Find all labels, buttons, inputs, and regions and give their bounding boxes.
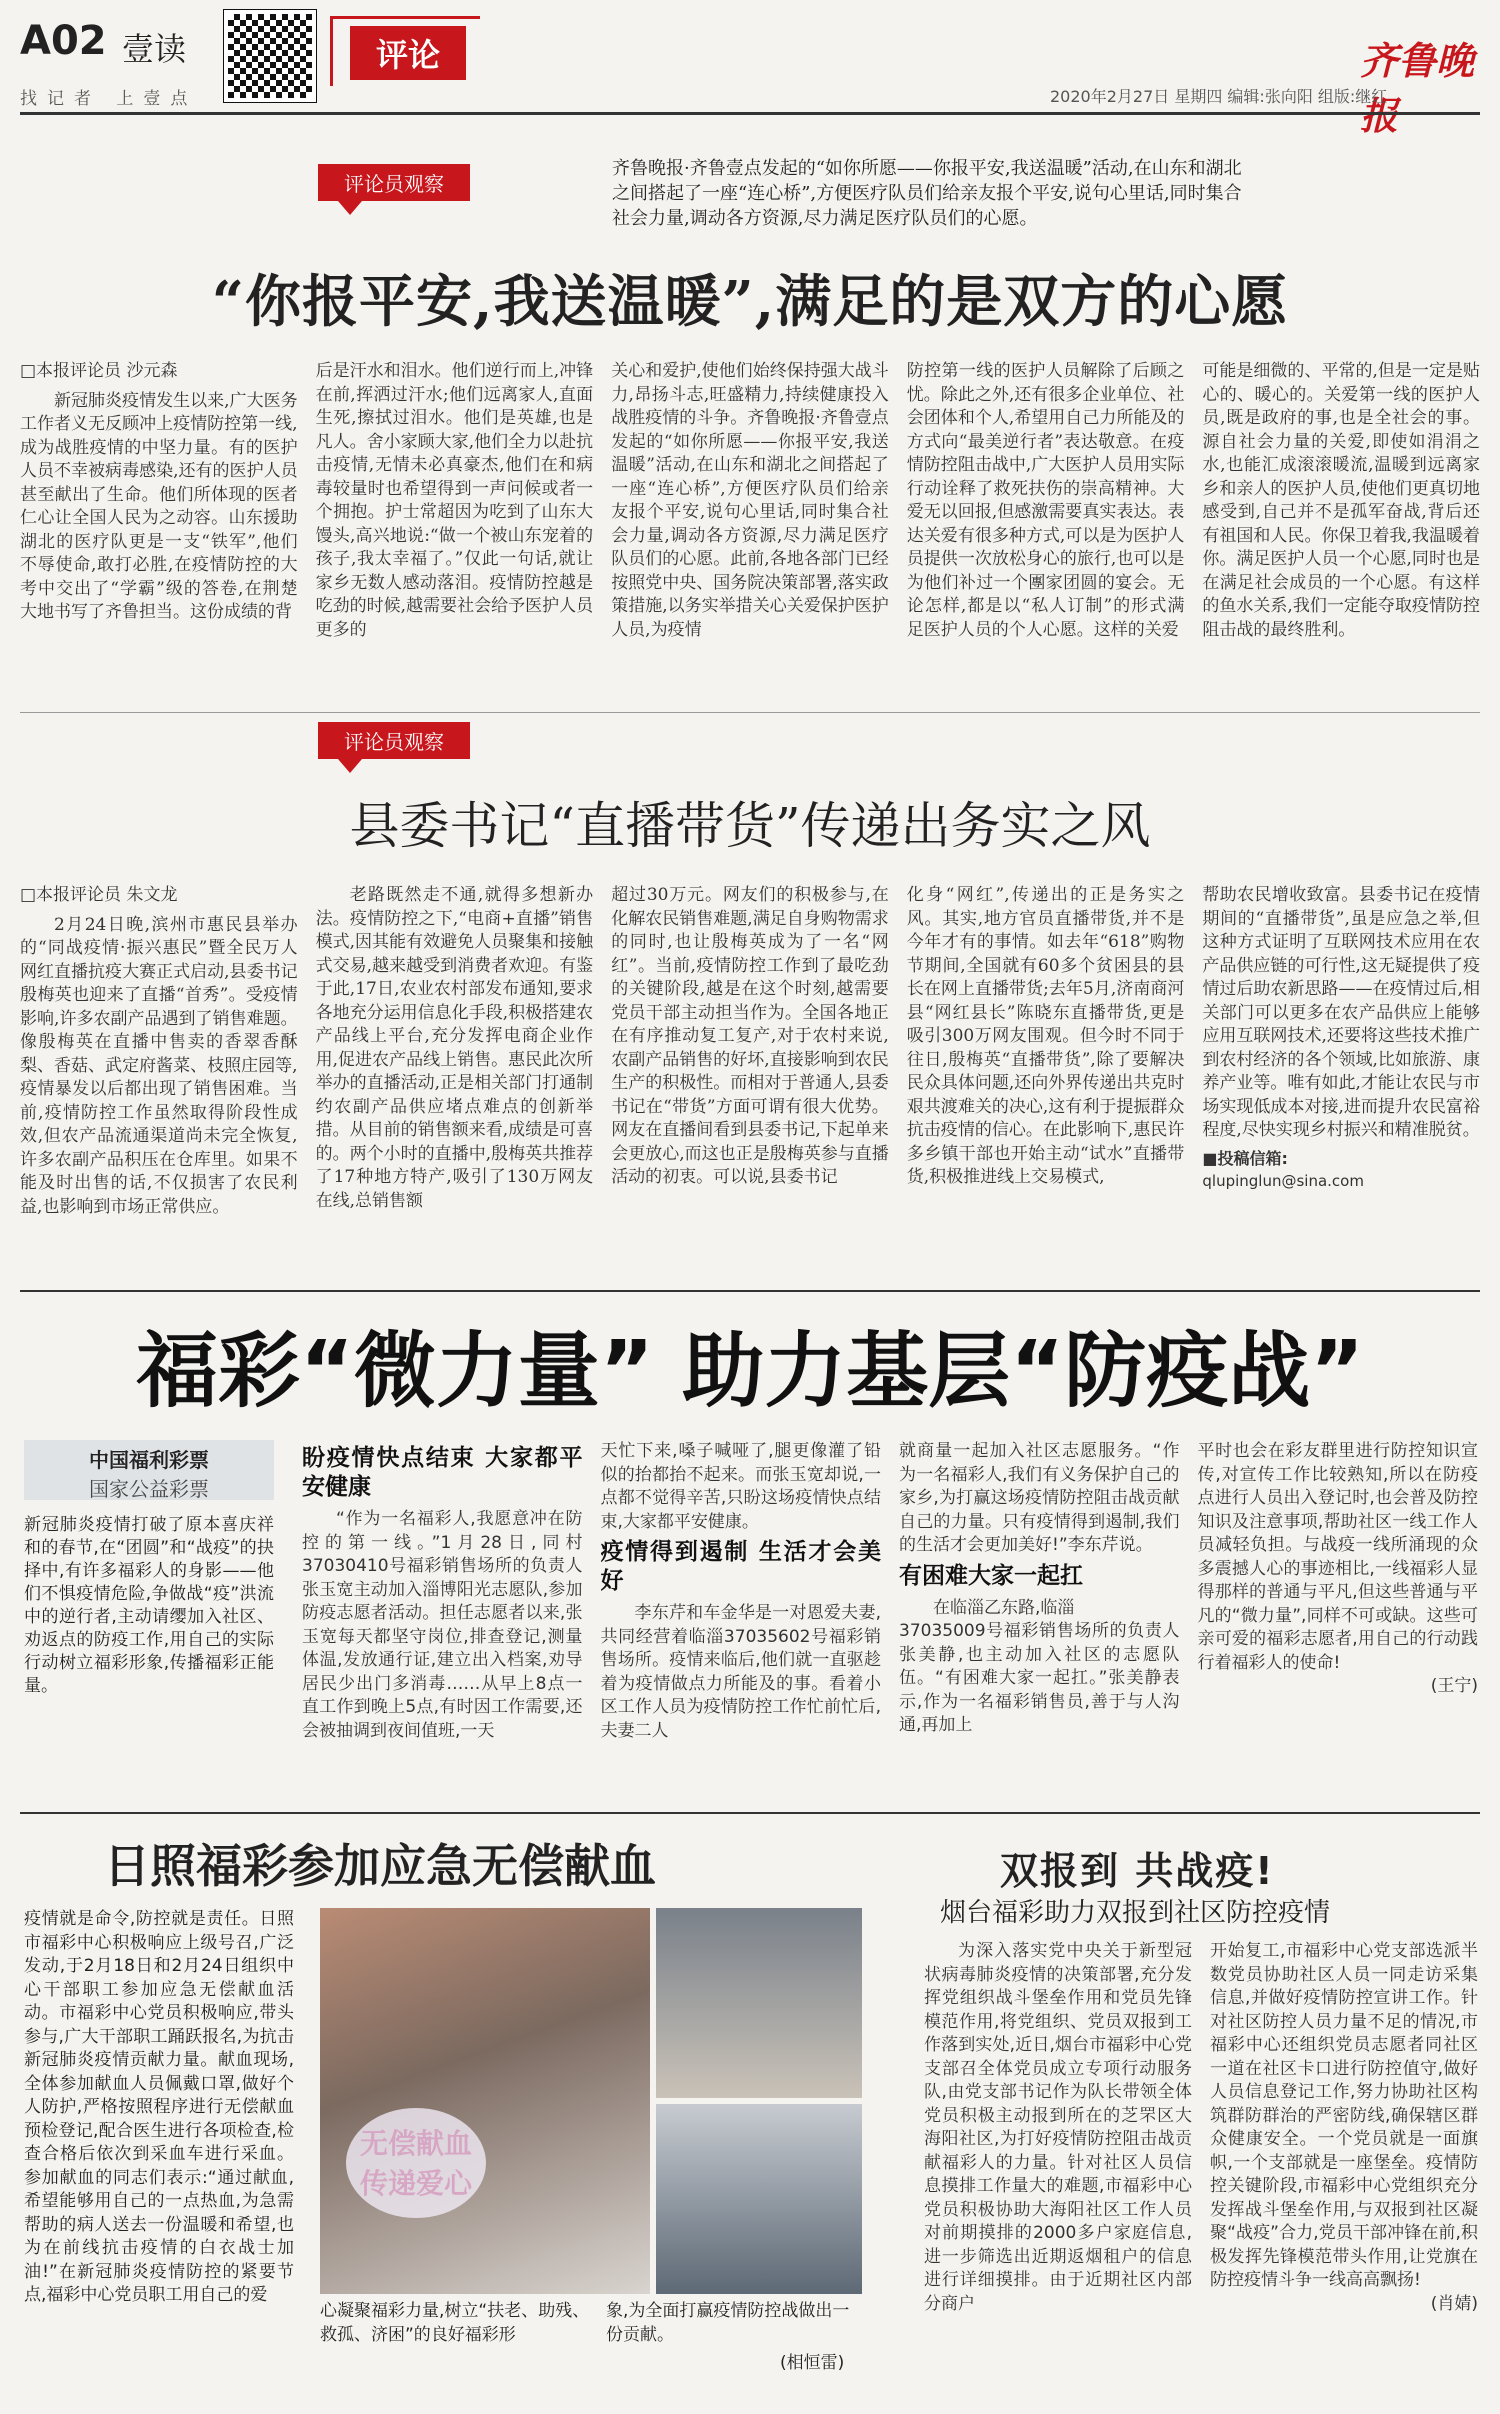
a2-contact-label: ■投稿信箱: — [1202, 1148, 1288, 1168]
section-name: 壹读 — [122, 30, 187, 68]
photo-text-2: 传递爱心 — [359, 2167, 472, 2200]
photo-text-1: 无偿献血 — [359, 2127, 472, 2160]
blood-donation-photo-2 — [656, 1908, 862, 2098]
a3-logo-line2: 国家公益彩票 — [89, 1477, 209, 1501]
newspaper-logo: 齐鲁晚报 — [1360, 38, 1475, 138]
column-label: 评论 — [350, 26, 466, 80]
a5-col2: 开始复工,市福彩中心党支部选派半数党员协助社区人员一同走访采集信息,并做好疫情防控宣讲工作。针对社区防控人员力量不足的情况,市福彩中心还组织党员志愿者同社区一道在社区卡口进行防控值守,做好人员信息登记工作,努力协助社区构筑群防群治的严密防线,确保辖区群众健康安全。一个党员就是一面旗帜,一个支部就是一座堡垒。疫情防控关键阶段,市福彩中心党组织充分发挥战斗堡垒作用,与双报到社区凝聚“战疫”合力,党员干部冲锋在前,积极发挥先锋模范带头作用,让党旗在防控疫情斗争一线高高飘扬! — [1210, 1941, 1478, 2290]
a1-col1: 新冠肺炎疫情发生以来,广大医务工作者义无反顾冲上疫情防控第一线,成为战胜疫情的中坚力量。有的医护人员不幸被病毒感染,还有的医护人员甚至献出了生命。他们所体现的医者仁心让全国人民为之动容。山东援助湖北的医疗队更是一支“铁军”,他们不辱使命,敢打必胜,在疫情防控的大考中交出了“学霸”级的答卷,在荆楚大地书写了齐鲁担当。这份成绩的背 — [20, 390, 298, 622]
a4-signature: (相恒雷) — [780, 2353, 845, 2373]
a2-col5: 帮助农民增收致富。县委书记在疫情期间的“直播带货”,虽是应急之举,但这种方式证明了互联网技术应用在农产品供应链的可行性,这无疑提供了疫情过后助农新思路——在疫情过后,相关部门可以更多在农产品供应上能够应用互联网技术,还要将这些技术推广到农村经济的各个领域,比如旅游、康养产业等。唯有如此,才能让农民与市场实现低成本对接,进而提升农民富裕程度,尽快实现乡村振兴和精准脱贫。 — [1202, 885, 1480, 1140]
blood-donation-photo-1 — [320, 1908, 650, 2294]
a1-title: “你报平安,我送温暖”,满足的是双方的心愿 — [211, 269, 1289, 335]
a2-tag: 评论员观察 — [318, 722, 470, 773]
a3-signature: (王宁) — [1430, 1676, 1478, 1696]
a2-contact-email: qlupinglun@sina.com — [1202, 1172, 1364, 1190]
a1-col4: 防控第一线的医护人员解除了后顾之忧。除此之外,还有很多企业单位、社会团体和个人,希望用自己力所能及的方式向“最美逆行者”表达敬意。在疫情防控阻击战中,广大医护人员用实际行动诠释了救死扶伤的崇高精神。大爱无以回报,但感激需要真实表达。表达关爱有很多种方式,可以是为医护人员提供一次放松身心的旅行,也可以是为他们补过一个團家团圆的宴会。无论怎样,都是以“私人订制”的形式满足医护人员的个人心愿。这样的关爱 — [906, 361, 1185, 640]
a1-col3: 关心和爱护,使他们始终保持强大战斗力,昂扬斗志,旺盛精力,持续健康投入战胜疫情的斗争。齐鲁晚报·齐鲁壹点发起的“如你所愿——你报平安,我送温暖”活动,在山东和湖北之间搭起了一座“连心桥”,方便医疗队员们给亲友报个平安,说句心里话,同时集合社会力量,调动各方资源,尽力满足医疗队员们的心愿。此前,各地各部门已经按照党中央、国务院决策部署,落实政策措施,以务实举措关心关爱保护医护人员,为疫情 — [611, 361, 889, 640]
slogan: 找记者 上壹点 — [20, 89, 198, 109]
blood-donation-photo-3 — [656, 2104, 862, 2294]
a3-logo-box — [24, 1440, 274, 1500]
a2-title: 县委书记“直播带货”传递出务实之风 — [349, 797, 1151, 855]
a3-col4b: 37035009号福彩销售场所的负责人张美静,也主动加入社区的志愿队伍。“有困难大家一起扛。”张美静表示,作为一名福彩销售员,善于与人沟通,再加上 — [899, 1621, 1180, 1735]
a5-subtitle: 烟台福彩助力双报到社区防控疫情 — [940, 1898, 1331, 1928]
a3-col4a: 就商量一起加入社区志愿服务。“作为一名福彩人,我们有义务保护自己的家乡,为打赢这场疫情防控阻击战贡献自己的力量。只有疫情得到遏制,我们的生活才会更加美好!”李东芹说。 — [899, 1441, 1180, 1555]
a5-body — [924, 1940, 1478, 2396]
a4-caption-1: 心凝聚福彩力量,树立“扶老、助残、救孤、济困”的良好福彩形 — [320, 2301, 590, 2345]
a2-rule — [20, 1290, 1480, 1292]
a3-subhead-1: 盼疫情快点结束 大家都平安健康 — [302, 1445, 583, 1500]
a1-tag: 评论员观察 — [318, 164, 470, 215]
a1-body — [20, 360, 1480, 696]
a3-subhead-3: 有困难大家一起扛 — [899, 1562, 1083, 1589]
a3-title: 福彩“微力量” 助力基层“防疫战” — [135, 1324, 1365, 1419]
qr-code-icon — [224, 10, 316, 102]
a5-title: 双报到 共战疫! — [1000, 1849, 1275, 1893]
a5-col1: 为深入落实党中央关于新型冠状病毒肺炎疫情的决策部署,充分发挥党组织战斗堡垒作用和党员先锋模范作用,将党组织、党员双报到工作落到实处,近日,烟台市福彩中心党支部召全体党员成立专项行动服务队,由党支部书记作为队长带领全体党员积极主动报到所在的芝罘区大海阳社区,为打好疫情防控阻击战贡献福彩人的力量。针对社区人员信息摸排工作量大的难题,市福彩中心党员积极协助大海阳社区工作人员对前期摸排的2000多户家庭信息,进一步筛选出近期返烟租户的信息进行详细摸排。由于近期社区内部分商户 — [924, 1941, 1192, 2314]
a4-body: 疫情就是命令,防控就是责任。日照市福彩中心积极响应上级号召,广泛发动,于2月18日和2月24日组织中心干部职工参加应急无偿献血活动。市福彩中心党员积极响应,带头参与,广大干部职工踊跃报名,为抗击新冠肺炎疫情贡献力量。献血现场,全体参加献血人员佩戴口罩,做好个人防护,严格按照程序进行无偿献血预检登记,配合医生进行各项检查,检查合格后依次到采血车进行采血。参加献血的同志们表示:“通过献血,希望能够用自己的一点热血,为急需帮助的病人送去一份温暖和希望,也为在前线抗击疫情的白衣战士加油!”在新冠肺炎疫情防控的紧要节点,福彩中心党员职工用自己的爱 — [24, 1909, 294, 2305]
a3-col5: 平时也会在彩友群里进行防控知识宣传,对宣传工作比较熟知,所以在防疫点进行人员出入登记时,也会普及防控知识及注意事项,帮助社区一线工作人员减轻负担。与战疫一线所涌现的众多震撼人心的事迹相比,一线福彩人显得那样的普通与平凡,但这些普通与平凡的“微力量”,同样不可或缺。这些可亲可爱的福彩志愿者,用自己的行动践行着福彩人的使命! — [1197, 1441, 1478, 1673]
header-rule — [20, 112, 1480, 115]
a2-col2: 老路既然走不通,就得多想新办法。疫情防控之下,“电商+直播”销售模式,因其能有效避免人员聚集和接触式交易,越来越受到消费者欢迎。有鉴于此,17日,农业农村部发布通知,要求各地充分运用信息化手段,积极搭建农产品线上平台,充分发挥电商企业作用,促进农产品线上销售。惠民此次所举办的直播活动,正是相关部门打通制约农副产品供应堵点难点的创新举措。从目前的销售额来看,成绩是可喜的。两个小时的直播中,殷梅英共推荐了17种地方特产,吸引了130万网友在线,总销售额 — [315, 885, 594, 1211]
a2-col4: 化身“网红”,传递出的正是务实之风。其实,地方官员直播带货,并不是今年才有的事情。如去年“618”购物节期间,全国就有60多个贫困县的县长在网上直播带货;去年5月,济南商河县“网红县长”陈晓东直播带货,更是吸引300万网友围观。但今时不同于往日,殷梅英“直播带货”,除了要解决民众具体问题,还向外界传递出共克时艰共渡难关的决心,这有利于提振群众抗击疫情的信心。在此影响下,惠民许多乡镇干部也开始主动“试水”直播带货,积极推进线上交易模式, — [906, 885, 1185, 1187]
a3-rule — [20, 1812, 1480, 1814]
a2-col3: 超过30万元。网友们的积极参与,在化解农民销售难题,满足自身购物需求的同时,也让殷梅英成为了一名“网红”。当前,疫情防控工作到了最吃劲的关键阶段,越是在这个时刻,越需要党员干部主动担当作为。全国各地正在有序推动复工复产,对于农村来说,农副产品销售的好坏,直接影响到农民生产的积极性。而相对于普通人,县委书记在“带货”方面可谓有很大优势。网友在直播间看到县委书记,下起单来会更放心,而这也正是殷梅英参与直播活动的初衷。可以说,县委书记 — [611, 885, 889, 1187]
page-number: A02 — [20, 18, 107, 64]
a3-logo-line1: 中国福利彩票 — [89, 1448, 209, 1472]
a4-caption-2: 象,为全面打赢疫情防控战做出一份贡献。 — [606, 2301, 850, 2345]
a3-col2: “作为一名福彩人,我愿意冲在防控的第一线。”1月28日,同村37030410号福彩销售场所的负责人张玉宽主动加入淄博阳光志愿队,参加防疫志愿者活动。担任志愿者以来,张玉宽每天都坚守岗位,排查登记,测量体温,发放通行证,建立出入档案,劝导居民少出门多消毒……从早上8点一直工作到晚上5点,有时因工作需要,还会被抽调到夜间值班,一天 — [302, 1509, 583, 1741]
a3-subhead-2: 疫情得到遏制 生活才会美好 — [600, 1539, 881, 1594]
a3-col3a: 天忙下来,嗓子喊哑了,腿更像灌了铅似的抬都抬不起来。而张玉宽却说,一点都不觉得辛苦,只盼这场疫情快点结束,大家都平安健康。 — [600, 1441, 881, 1532]
a3-intro: 新冠肺炎疫情打破了原本喜庆祥和的春节,在“团圆”和“战疫”的抉择中,有许多福彩人的身影——他们不惧疫情危险,争做战“疫”洪流中的逆行者,主动请缨加入社区、劝返点的防疫工作,用自己的实际行动树立福彩形象,传播福彩正能量。 — [24, 1515, 274, 1696]
a3-col4-lead: 在临淄乙东路,临淄 — [933, 1597, 1075, 1618]
a1-col2: 后是汗水和泪水。他们逆行而上,冲锋在前,挥洒过汗水;他们远离家人,直面生死,擦拭过泪水。他们是英雄,也是凡人。舍小家顾大家,他们全力以赴抗击疫情,无情未必真豪杰,他们在和病毒较量时也希望得到一声问候或者一个拥抱。护士常超因为吃到了山东大馒头,高兴地说:“做一个被山东宠着的孩子,我太幸福了。”仅此一句话,就让家乡无数人感动落泪。疫情防控越是吃劲的时候,越需要社会给予医护人员更多的 — [315, 361, 594, 640]
a2-byline: □本报评论员 朱文龙 — [20, 885, 178, 905]
date-info: 2020年2月27日 星期四 编辑:张向阳 组版:继红 — [1050, 87, 1388, 106]
a1-lead: 齐鲁晚报·齐鲁壹点发起的“如你所愿——你报平安,我送温暖”活动,在山东和湖北之间搭起了一座“连心桥”,方便医疗队员们给亲友报个平安,说句心里话,同时集合社会力量,调动各方资源,尽力满足医疗队员们的心愿。 — [612, 158, 1242, 229]
a1-rule — [20, 712, 1480, 713]
a4-title: 日照福彩参加应急无偿献血 — [104, 1839, 656, 1893]
a1-col5: 可能是细微的、平常的,但是一定是贴心的、暖心的。关爱第一线的医护人员,既是政府的事,也是全社会的事。源自社会力量的关爱,即使如涓涓之水,也能汇成滚滚暖流,温暖到远离家乡和亲人的医护人员,使他们更真切地感受到,自己并不是孤军奋战,背后还有祖国和人民。你保卫着我,我温暖着你。满足医护人员一个心愿,同时也是在满足社会成员的一个心愿。有这样的鱼水关系,我们一定能夺取疫情防控阻击战的最终胜利。 — [1202, 361, 1480, 640]
a1-byline: □本报评论员 沙元森 — [20, 361, 178, 381]
a3-body — [302, 1440, 1478, 1796]
a5-signature: (肖婧) — [1430, 2293, 1478, 2314]
a3-col3b: 李东芹和车金华是一对恩爱夫妻,共同经营着临淄37035602号福彩销售场所。疫情来临后,他们就一直驱趁着为疫情做点力所能及的事。看着小区工作人员为疫情防控工作忙前忙后,夫妻二人 — [600, 1603, 881, 1741]
a2-body — [20, 884, 1480, 1270]
a2-col1: 2月24日晚,滨州市惠民县举办的“同战疫情·振兴惠民”暨全民万人网红直播抗疫大赛正式启动,县委书记殷梅英也迎来了直播“首秀”。受疫情影响,许多农副产品遇到了销售难题。像殷梅英在直播中售卖的香翠香酥梨、香菇、武定府酱菜、枝照庄园等,疫情暴发以后都出现了销售困难。当前,疫情防控工作虽然取得阶段性成效,但农产品流通渠道尚未完全恢复,许多农副产品积压在仓库里。如果不能及时出售的话,不仅损害了农民利益,也影响到市场正常供应。 — [20, 914, 298, 1217]
